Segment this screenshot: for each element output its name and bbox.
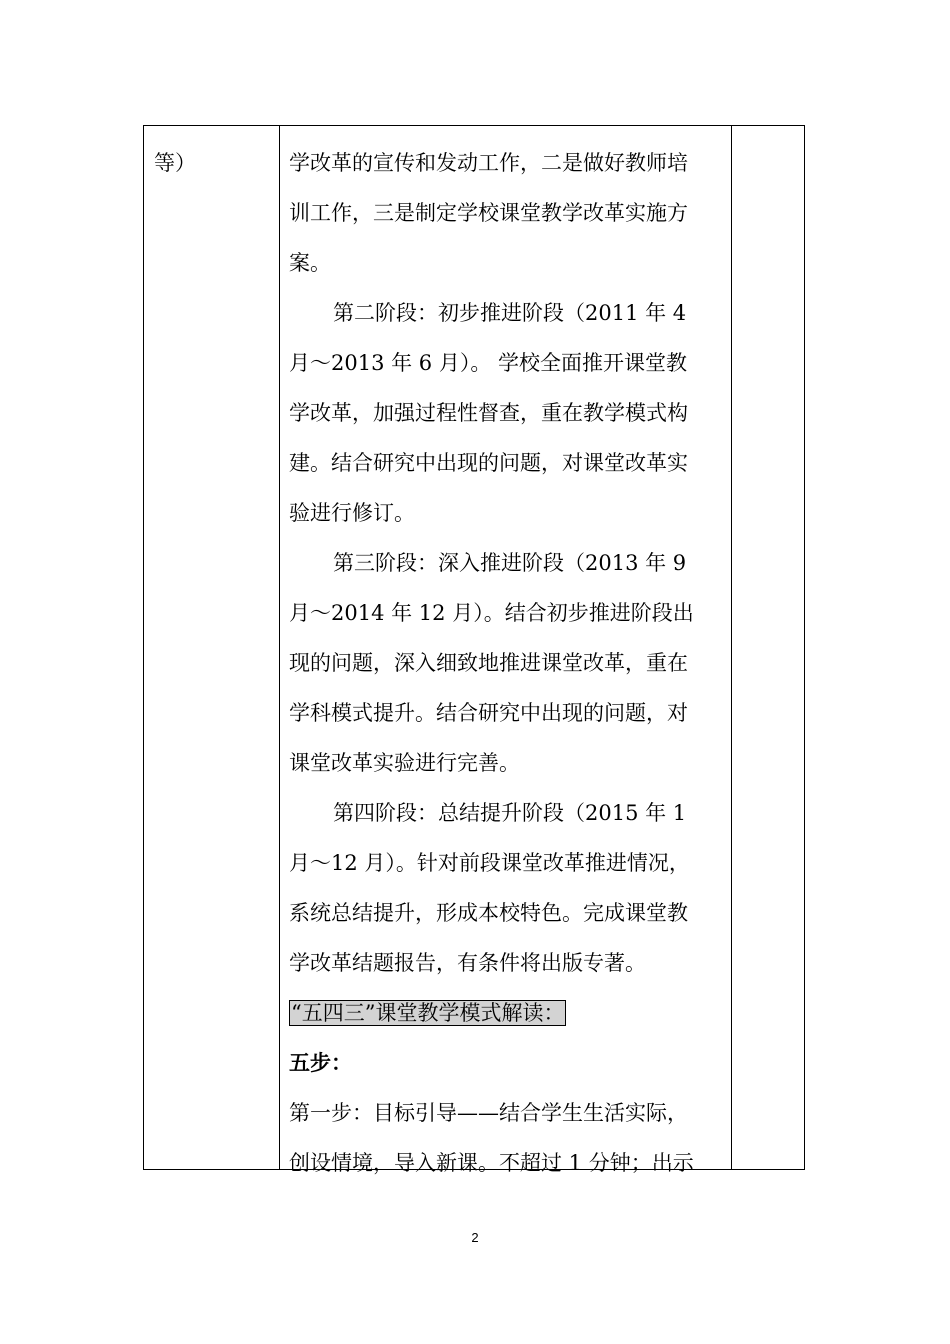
main-cell [289,138,725,1188]
paragraph-line: 系统总结提升，形成本校特色。完成课堂教 [289,901,688,925]
paragraph-line: 月～2014 年 12 月）。结合初步推进阶段出 [289,601,694,625]
paragraph-line: 学科模式提升。结合研究中出现的问题，对 [289,701,688,725]
five-steps-heading: 五步： [289,1050,352,1075]
section-heading: “五四三”课堂教学模式解读： [291,1001,565,1025]
paragraph-line: 训工作，三是制定学校课堂教学改革实施方 [289,201,688,225]
stage-four-heading-line: 第四阶段：总结提升阶段（2015 年 1 [333,801,687,825]
paragraph-line: 月～2013 年 6 月）。 学校全面推开课堂教 [289,351,688,375]
paragraph-line: 学改革的宣传和发动工作，二是做好教师培 [289,151,688,175]
column-divider-left [279,126,280,1169]
paragraph-line: 学改革，加强过程性督查，重在教学模式构 [289,401,688,425]
paragraph-line: 建。结合研究中出现的问题，对课堂改革实 [289,451,688,475]
stage-three-heading-line: 第三阶段：深入推进阶段（2013 年 9 [333,551,687,575]
step-line: 创设情境，导入新课。不超过 1 分钟；出示 [289,1151,694,1175]
paragraph-line: 验进行修订。 [289,501,415,525]
page-number: 2 [471,1230,479,1245]
step-line: 第一步：目标引导——结合学生生活实际， [289,1101,688,1125]
content-table [143,125,805,1175]
paragraph-line: 月～12 月）。针对前段课堂改革推进情况， [289,851,690,875]
section-heading-line [289,988,725,1038]
column-divider-right [731,126,732,1169]
left-cell-label: 等） [154,151,196,175]
paragraph-line: 案。 [289,251,331,275]
paragraph-line: 课堂改革实验进行完善。 [289,751,520,775]
paragraph-line: 现的问题，深入细致地推进课堂改革，重在 [289,651,688,675]
stage-two-heading-line: 第二阶段：初步推进阶段（2011 年 4 [333,301,687,325]
paragraph-line: 学改革结题报告，有条件将出版专著。 [289,951,646,975]
